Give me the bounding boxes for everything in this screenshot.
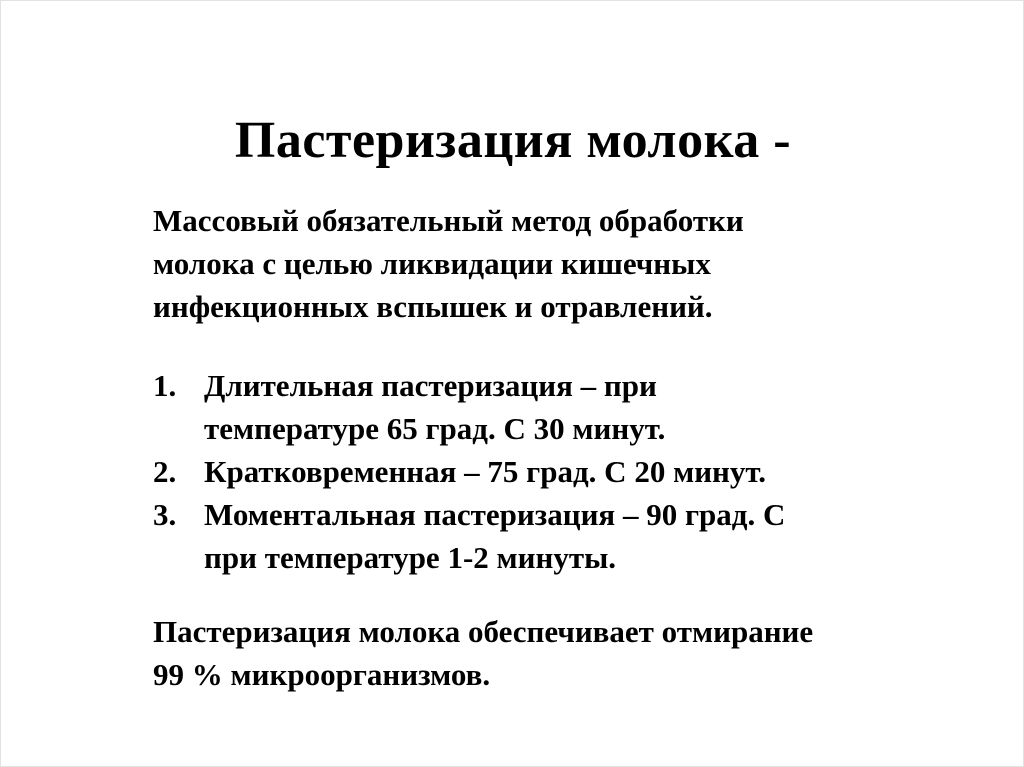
intro-line: инфекционных вспышек и отравлений. — [153, 289, 713, 324]
intro-line: Массовый обязательный метод обработки — [153, 203, 744, 238]
list-item-number: 3. — [153, 497, 177, 532]
pasteurization-methods-list — [153, 364, 943, 579]
list-item-line: Длительная пастеризация – при — [204, 368, 657, 403]
conclusion-line: Пастеризация молока обеспечивает отмирание — [153, 614, 814, 649]
intro-paragraph — [153, 199, 943, 328]
list-item-short-pasteurization — [153, 450, 943, 493]
list-item-line: Кратковременная – 75 град. С 20 минут. — [204, 454, 767, 489]
conclusion-paragraph — [153, 610, 943, 696]
list-item-line: Моментальная пастеризация – 90 град. С — [204, 497, 786, 532]
list-item-number: 1. — [153, 368, 177, 403]
intro-line: молока с целью ликвидации кишечных — [153, 246, 711, 281]
list-item-long-pasteurization — [153, 364, 943, 450]
list-item-number: 2. — [153, 454, 177, 489]
list-item-line: температуре 65 град. С 30 минут. — [204, 411, 666, 446]
slide-title: Пастеризация молока - — [234, 112, 792, 169]
list-item-line: при температуре 1-2 минуты. — [204, 540, 617, 575]
list-item-instant-pasteurization — [153, 493, 943, 579]
conclusion-line: 99 % микроорганизмов. — [153, 657, 491, 692]
